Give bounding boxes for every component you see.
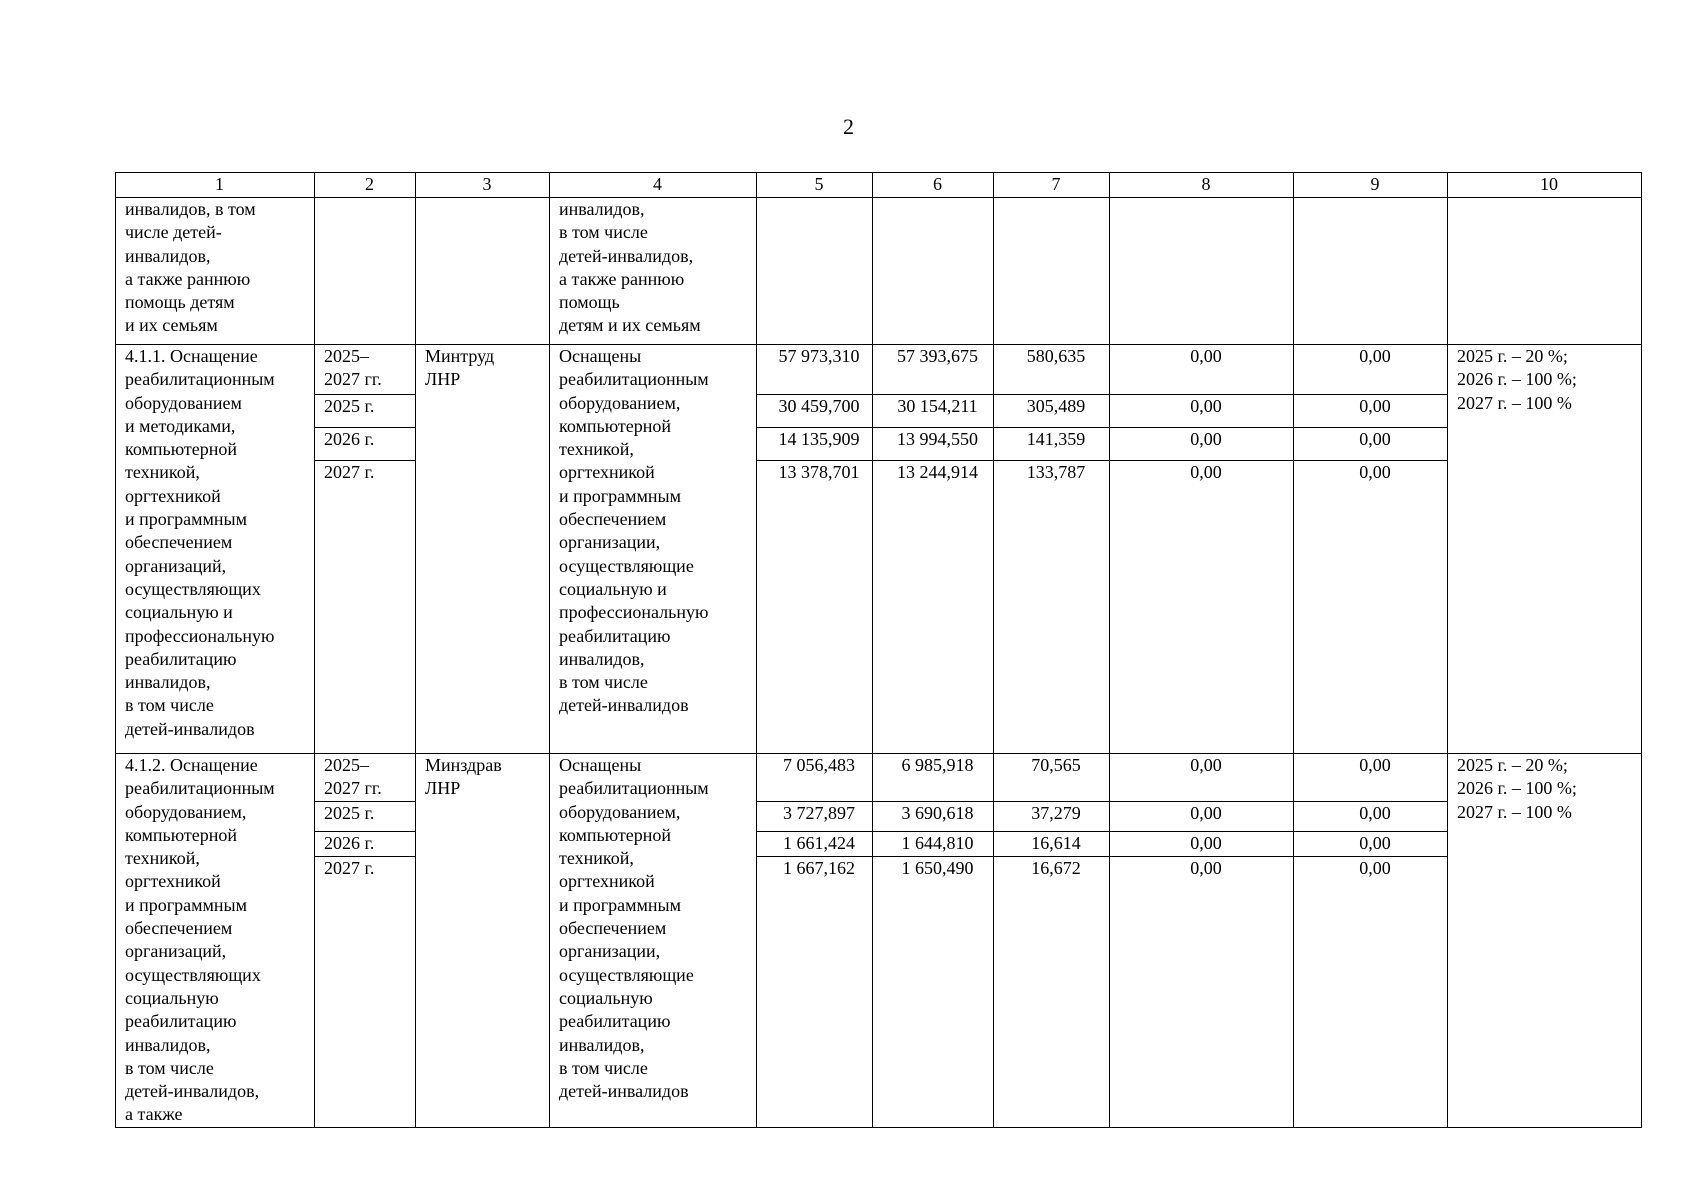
amount-federal: 6 985,918 [873,754,994,802]
amount-federal: 1 650,490 [873,857,994,1128]
amount-local: 0,00 [1110,832,1294,857]
measure-name: 4.1.1. Оснащение реабилитационным оборудованием и методиками, компьютерной техникой, оргтехникой и программным обеспечением организаций, осуществляющих социальную и профессиональную реабилитацию инвалидов, в том числе детей-инвалидов [116,345,315,754]
executor-cell: Минтруд ЛНР [416,345,550,754]
amount-federal: 1 644,810 [873,832,994,857]
amount-total: 14 135,909 [757,428,873,461]
empty-cell [994,198,1110,345]
empty-cell [1110,198,1294,345]
period-cell: 2025– 2027 гг. [315,754,416,802]
amount-federal: 57 393,675 [873,345,994,395]
amount-local: 0,00 [1110,802,1294,832]
amount-total: 7 056,483 [757,754,873,802]
table-row [116,802,1642,832]
column-header: 3 [416,173,550,198]
period-cell: 2025– 2027 гг. [315,345,416,395]
amount-local: 0,00 [1110,395,1294,428]
amount-local: 0,00 [1110,857,1294,1128]
amount-regional: 70,565 [994,754,1110,802]
table-row [116,832,1642,857]
amount-regional: 16,672 [994,857,1110,1128]
period-cell: 2027 г. [315,461,416,754]
result-cell: Оснащены реабилитационным оборудованием, компьютерной техникой, оргтехникой и программным обеспечением организации, осуществляющие социальную и профессиональную реабилитацию инвалидов, в том числе детей-инвалидов [550,345,757,754]
period-cell: 2025 г. [315,395,416,428]
amount-local: 0,00 [1110,461,1294,754]
empty-cell [873,198,994,345]
column-header: 10 [1448,173,1642,198]
column-header: 9 [1294,173,1448,198]
table-row [116,395,1642,428]
amount-other: 0,00 [1294,832,1448,857]
amount-total: 30 459,700 [757,395,873,428]
amount-other: 0,00 [1294,395,1448,428]
measure-name: 4.1.2. Оснащение реабилитационным оборудованием, компьютерной техникой, оргтехникой и программным обеспечением организаций, осуществляющих социальную реабилитацию инвалидов, в том числе детей-инвалидов, а также [116,754,315,1128]
column-header: 2 [315,173,416,198]
result-cell: Оснащены реабилитационным оборудованием, компьютерной техникой, оргтехникой и программным обеспечением организации, осуществляющие социальную реабилитацию инвалидов, в том числе детей-инвалидов [550,754,757,1128]
amount-regional: 141,359 [994,428,1110,461]
table-row [116,857,1642,1128]
amount-other: 0,00 [1294,754,1448,802]
table-row [116,345,1642,395]
amount-federal: 13 244,914 [873,461,994,754]
empty-cell [1448,198,1642,345]
amount-regional: 37,279 [994,802,1110,832]
amount-total: 3 727,897 [757,802,873,832]
column-number-row [116,173,1642,198]
targets-cell: 2025 г. – 20 %; 2026 г. – 100 %; 2027 г. – 100 % [1448,754,1642,1128]
budget-table [115,172,1642,1128]
amount-regional: 16,614 [994,832,1110,857]
amount-federal: 13 994,550 [873,428,994,461]
table-row [116,461,1642,754]
column-header: 4 [550,173,757,198]
amount-other: 0,00 [1294,857,1448,1128]
period-cell: 2027 г. [315,857,416,1128]
measure-name-continued: инвалидов, в том числе детей- инвалидов, а также раннюю помощь детям и их семьям [116,198,315,345]
amount-total: 57 973,310 [757,345,873,395]
table-row [116,428,1642,461]
amount-total: 13 378,701 [757,461,873,754]
amount-other: 0,00 [1294,428,1448,461]
period-cell: 2026 г. [315,428,416,461]
amount-other: 0,00 [1294,802,1448,832]
amount-total: 1 667,162 [757,857,873,1128]
amount-federal: 30 154,211 [873,395,994,428]
column-header: 8 [1110,173,1294,198]
column-header: 5 [757,173,873,198]
targets-cell: 2025 г. – 20 %; 2026 г. – 100 %; 2027 г. – 100 % [1448,345,1642,754]
executor-cell: Минздрав ЛНР [416,754,550,1128]
amount-local: 0,00 [1110,754,1294,802]
table-row [116,754,1642,802]
period-cell: 2026 г. [315,832,416,857]
continuation-row [116,198,1642,345]
amount-regional: 580,635 [994,345,1110,395]
amount-other: 0,00 [1294,461,1448,754]
empty-cell [315,198,416,345]
amount-federal: 3 690,618 [873,802,994,832]
empty-cell [1294,198,1448,345]
amount-regional: 305,489 [994,395,1110,428]
column-header: 1 [116,173,315,198]
result-continued: инвалидов, в том числе детей-инвалидов, а также раннюю помощь детям и их семьям [550,198,757,345]
column-header: 6 [873,173,994,198]
empty-cell [757,198,873,345]
page-number: 2 [843,114,854,139]
amount-regional: 133,787 [994,461,1110,754]
empty-cell [416,198,550,345]
column-header: 7 [994,173,1110,198]
period-cell: 2025 г. [315,802,416,832]
amount-other: 0,00 [1294,345,1448,395]
amount-total: 1 661,424 [757,832,873,857]
amount-local: 0,00 [1110,345,1294,395]
amount-local: 0,00 [1110,428,1294,461]
